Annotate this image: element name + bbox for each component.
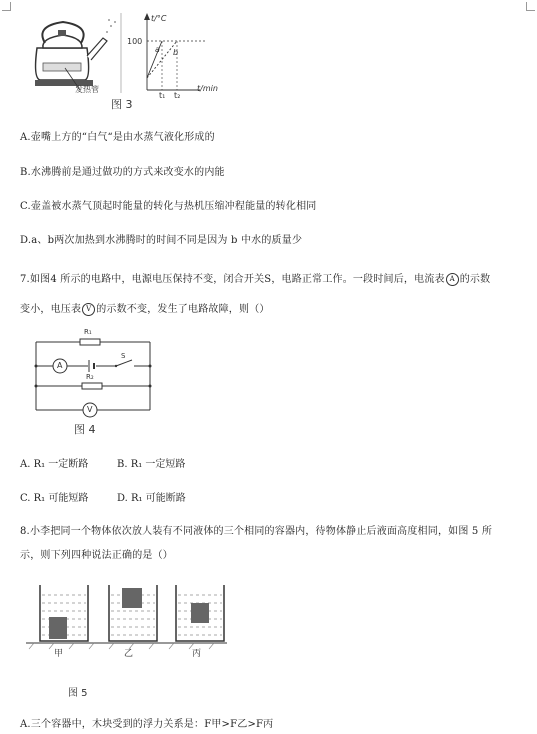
- ammeter-symbol-icon: [446, 273, 459, 286]
- x-tick-t2: t₂: [174, 91, 181, 100]
- q6-option-d: D.a、b两次加热到水沸腾时的时间不同是因为 b 中水的质量少: [20, 235, 303, 246]
- container-label-bing: 丙: [192, 649, 202, 659]
- voltmeter-symbol-icon: [82, 303, 95, 316]
- y-tick-100: 100: [127, 37, 143, 46]
- q7-option-d: D. R₁ 可能断路: [117, 493, 186, 504]
- figure-4-circuit: [28, 330, 158, 440]
- voltmeter-label: V: [87, 405, 93, 414]
- line-a-label: a: [155, 45, 160, 54]
- r1-label: R₁: [84, 328, 92, 336]
- figure-4-caption: 图 4: [74, 423, 96, 436]
- q8-option-a: A.三个容器中，木块受到的浮力关系是：F甲>F乙>F丙: [20, 719, 274, 730]
- figure-3-caption: 图 3: [111, 98, 133, 111]
- q6-option-c: C.壶盖被水蒸气顶起时能量的转化与热机压缩冲程能量的转化相同: [20, 201, 317, 212]
- heater-label: 发热管: [75, 85, 99, 94]
- q8-stem-line2: 示，则下列四种说法正确的是（）: [20, 550, 173, 561]
- figure-5-caption: 图 5: [68, 688, 88, 699]
- q7-stem-line1: [20, 270, 490, 286]
- q8-stem-line1: 8.小李把同一个物体依次放人装有不同液体的三个相同的容器内，待物体静止后液面高度相同，如图 5 所: [20, 526, 493, 537]
- switch-label: S: [121, 352, 126, 360]
- corner-mark-top-right: [526, 2, 535, 11]
- container-label-yi: 乙: [124, 649, 134, 659]
- r2-label: R₂: [86, 373, 94, 381]
- corner-mark-top-left: [2, 2, 11, 11]
- q7-option-b: B. R₁ 一定短路: [117, 459, 186, 470]
- line-b-label: b: [173, 48, 179, 57]
- q7-option-c: C. R₁ 可能短路: [20, 493, 89, 504]
- container-label-jia: 甲: [54, 649, 64, 659]
- q7-line2-text-b: 的示数不变，发生了电路故障，则（）: [96, 304, 270, 315]
- x-axis-label: t/min: [197, 84, 218, 93]
- figure-5-containers: [24, 575, 229, 660]
- y-axis-label: t/°C: [151, 14, 167, 23]
- voltmeter-symbol-text: V: [86, 305, 92, 313]
- ammeter-symbol-text: A: [449, 275, 455, 283]
- x-tick-t1: t₁: [159, 91, 166, 100]
- q7-line2-text-a: 变小，电压表: [20, 304, 82, 315]
- q6-option-b: B.水沸腾前是通过做功的方式来改变水的内能: [20, 167, 225, 178]
- q7-option-a: A. R₁ 一定断路: [20, 459, 89, 470]
- ammeter-label: A: [57, 361, 63, 370]
- q7-line1-text-a: 7.如图4 所示的电路中，电源电压保持不变，闭合开关S，电路正常工作。一段时间后，电流表: [20, 274, 445, 285]
- figure-3: [25, 8, 225, 113]
- q7-line1-text-b: 的示数: [459, 274, 491, 285]
- q6-option-a: A.壶嘴上方的“白气“是由水蒸气液化形成的: [20, 132, 215, 143]
- q7-stem-line2: [20, 300, 270, 316]
